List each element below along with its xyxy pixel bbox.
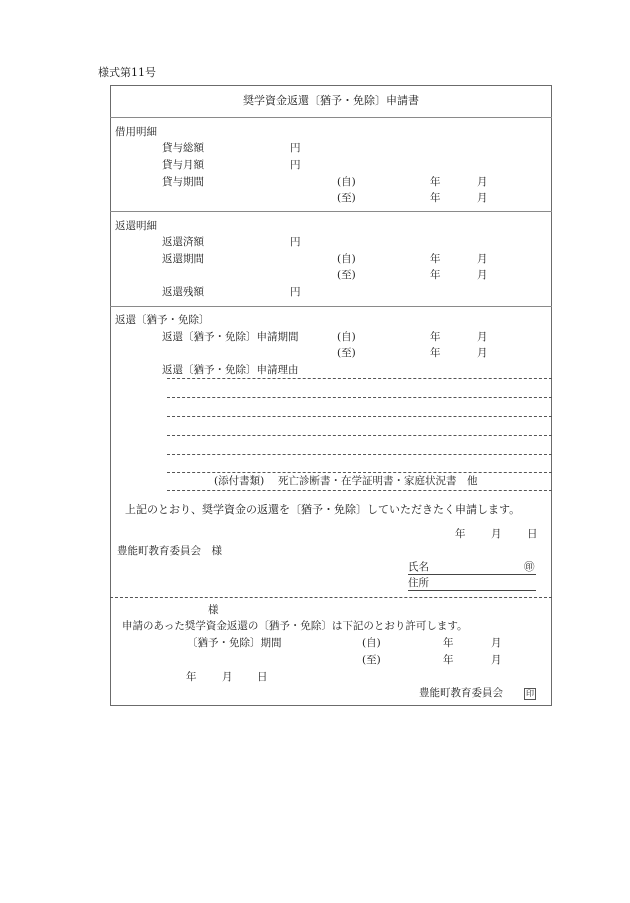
day-unit: 日 xyxy=(257,671,268,683)
reason-line[interactable] xyxy=(167,472,552,473)
loan-total-label: 貸与総額 xyxy=(162,142,204,154)
from-label: (自) xyxy=(362,637,381,649)
seal-mark: ㊞ xyxy=(524,561,535,573)
repaid-amount-label: 返還済額 xyxy=(162,236,204,248)
reason-line[interactable] xyxy=(167,416,552,417)
yen-unit: 円 xyxy=(290,159,301,171)
approval-sama: 様 xyxy=(208,604,219,616)
repayment-period-label: 返還期間 xyxy=(162,253,204,265)
divider xyxy=(110,211,552,212)
year-unit: 年 xyxy=(443,637,454,649)
month-unit: 月 xyxy=(477,269,488,281)
declaration-statement: 上記のとおり、奨学資金の返還を〔猶予・免除〕していただきたく申請します。 xyxy=(125,503,521,516)
month-unit: 月 xyxy=(477,347,488,359)
to-label: (至) xyxy=(362,654,381,666)
reason-line[interactable] xyxy=(167,378,552,379)
name-label: 氏名 xyxy=(408,561,429,573)
attachments-note: (添付書類) 死亡診断書・在学証明書・家庭状況書 他 xyxy=(214,475,478,487)
deferral-heading: 返還〔猶予・免除〕 xyxy=(115,314,210,326)
from-label: (自) xyxy=(337,253,356,265)
year-unit: 年 xyxy=(455,528,466,540)
divider xyxy=(110,306,552,307)
year-unit: 年 xyxy=(430,347,441,359)
reason-line[interactable] xyxy=(167,454,552,455)
month-unit: 月 xyxy=(222,671,233,683)
to-label: (至) xyxy=(337,192,356,204)
year-unit: 年 xyxy=(443,654,454,666)
address-label: 住所 xyxy=(408,577,429,589)
address-field[interactable] xyxy=(408,590,536,591)
deferral-period-label: 返還〔猶予・免除〕申請期間 xyxy=(162,331,299,343)
to-label: (至) xyxy=(337,347,356,359)
loan-period-label: 貸与期間 xyxy=(162,176,204,188)
form-title: 奨学資金返還〔猶予・免除〕申請書 xyxy=(243,94,419,107)
yen-unit: 円 xyxy=(290,142,301,154)
repayment-details-heading: 返還明細 xyxy=(115,220,157,232)
month-unit: 月 xyxy=(491,637,502,649)
year-unit: 年 xyxy=(430,269,441,281)
loan-details-heading: 借用明細 xyxy=(115,126,157,138)
cut-line xyxy=(110,597,552,598)
divider xyxy=(110,117,552,118)
name-field[interactable] xyxy=(408,574,536,575)
approval-period-label: 〔猶予・免除〕期間 xyxy=(187,637,282,649)
year-unit: 年 xyxy=(430,331,441,343)
seal-icon: 印 xyxy=(526,689,534,698)
month-unit: 月 xyxy=(491,654,502,666)
yen-unit: 円 xyxy=(290,236,301,248)
year-unit: 年 xyxy=(430,192,441,204)
month-unit: 月 xyxy=(477,176,488,188)
reason-line[interactable] xyxy=(167,397,552,398)
month-unit: 月 xyxy=(477,192,488,204)
from-label: (自) xyxy=(337,331,356,343)
yen-unit: 円 xyxy=(290,286,301,298)
reason-line[interactable] xyxy=(167,490,552,491)
year-unit: 年 xyxy=(430,253,441,265)
month-unit: 月 xyxy=(491,528,502,540)
form-number: 様式第11号 xyxy=(98,66,156,79)
year-unit: 年 xyxy=(186,671,197,683)
day-unit: 日 xyxy=(527,528,538,540)
loan-monthly-label: 貸与月額 xyxy=(162,159,204,171)
month-unit: 月 xyxy=(477,331,488,343)
year-unit: 年 xyxy=(430,176,441,188)
approval-statement: 申請のあった奨学資金返還の〔猶予・免除〕は下記のとおり許可します。 xyxy=(122,620,468,632)
addressee: 豊能町教育委員会 様 xyxy=(117,545,222,557)
issuer: 豊能町教育委員会 xyxy=(419,687,503,699)
from-label: (自) xyxy=(337,176,356,188)
remaining-amount-label: 返還残額 xyxy=(162,286,204,298)
to-label: (至) xyxy=(337,269,356,281)
reason-line[interactable] xyxy=(167,435,552,436)
deferral-reason-label: 返還〔猶予・免除〕申請理由 xyxy=(162,364,299,376)
month-unit: 月 xyxy=(477,253,488,265)
